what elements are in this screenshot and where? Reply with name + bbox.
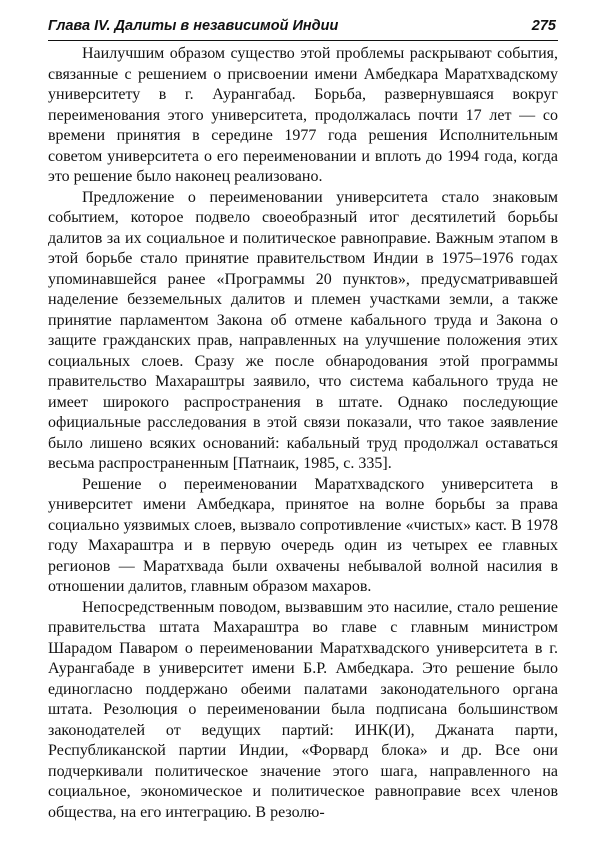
paragraph: Решение о переименовании Маратхвадского университета в университет имени Амбедкара, принятое на волне борьбы за права социально уязвимых слоев, вызвало сопротивление «чистых» каст. В 1978 году Махараштра и в первую очередь один из четырех ее главных регионов — Маратхвада были охвачены небывалой волной насилия в отношении далитов, главным образом махаров. <box>48 475 558 595</box>
paragraph: Предложение о переименовании университета стало знаковым событием, которое подвело своеобразный итог десятилетий борьбы далитов за их социальное и политическое равноправие. Важным этапом в этой борьбе стало принятие правительством Индии в 1975–1976 годах упоминавшейся ранее «Программы 20 пунктов», предусматривавшей наделение безземельных далитов и племен участками земли, а также принятие парламентом Закона об отмене кабального труда и Закона о защите гражданских прав, направленных на улучшение положения этих социальных слоев. Сразу же после обнародования этой программы правительство Махараштры заявило, что система кабального труда не имеет широкого распространения в штате. Однако последующие официальные расследования в этой связи показали, что такое заявление было лишено всяких оснований: кабальный труд продолжал оставаться весьма распространенным [Патнаик, 1985, с. 335]. <box>48 188 558 472</box>
paragraph: Непосредственным поводом, вызвавшим это насилие, стало решение правительства штата Махараштра во главе с главным министром Шарадом Паваром о переименовании Маратхвадского университета в г. Аурангабаде в университет имени Б.Р. Амбедкара. Это решение было единогласно поддержано обеими палатами законодательного органа штата. Резолюция о переименовании была подписана большинством законодателей от ведущих партий: ИНК(И), Джаната парти, Республиканской партии Индии, «Форвард блока» и др. Все они подчеркивали политическое значение этого шага, направленного на социальное, экономическое и политическое равноправие всех членов общества, на его интеграцию. В резолю- <box>48 598 558 821</box>
running-header <box>48 12 558 41</box>
paragraph: Наилучшим образом существо этой проблемы раскрывают события, связанные с решением о присвоении имени Амбедкара Маратхвадскому университету в г. Аурангабад. Борьба, развернувшаяся вокруг переименования этого университета, продолжалась почти 17 лет — со времени принятия в середине 1977 года решения Исполнительным советом университета о его переименовании и вплоть до 1994 года, когда это решение было наконец реализовано. <box>48 45 558 185</box>
chapter-title: Глава IV. Далиты в независимой Индии <box>48 18 339 34</box>
body-text <box>48 44 558 823</box>
page-number: 275 <box>531 18 556 34</box>
